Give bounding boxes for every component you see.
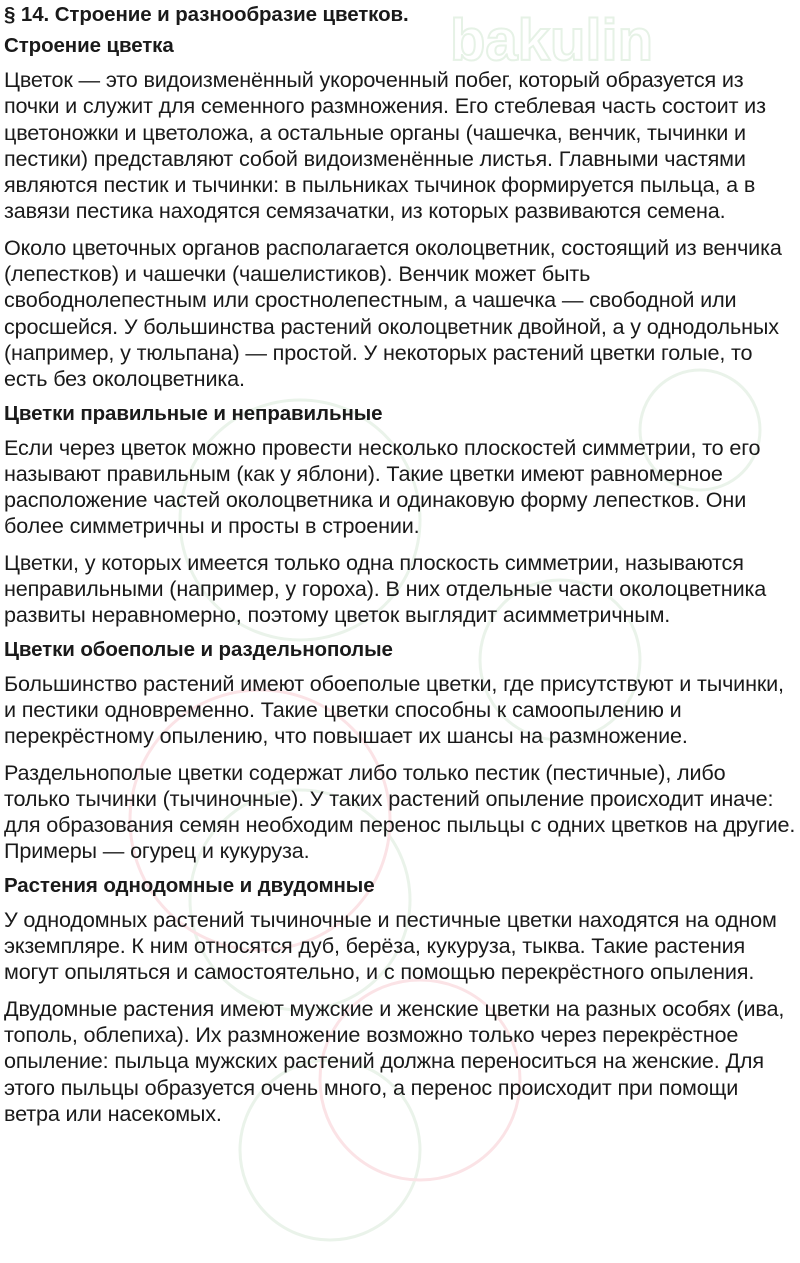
paragraph: Двудомные растения имеют мужские и женские цветки на разных особях (ива, тополь, облепиха). Их размножение возможно только через перекрёстное опыление: пыльца мужских растений должна переноситься на женские. Для этого пыльцы образуется очень много, а перенос происходит при помощи ветра или насекомых. <box>4 995 785 1126</box>
paragraph: Большинство растений имеют обоеполые цветки, где присутствуют и тычинки, и пестики одновременно. Такие цветки способны к самоопылению и перекрёстному опылению, что повышает их шансы на размножение. <box>4 670 784 749</box>
paragraph: Если через цветок можно провести несколько плоскостей симметрии, то его называют правильным (как у яблони). Такие цветки имеют равномерное расположение частей околоцветника и одинаковую форму лепестков. Они более симметричны и просты в строении. <box>4 434 761 539</box>
section-heading: Строение цветка <box>4 34 174 57</box>
paragraph: У однодомных растений тычиночные и пестичные цветки находятся на одном экземпляре. К ним относятся дуб, берёза, кукуруза, тыква. Такие растения могут опыляться и самостоятельно, и с помощью перекрёстного опыления. <box>4 906 777 985</box>
page-title: § 14. Строение и разнообразие цветков. <box>4 3 409 26</box>
section-heading: Растения однодомные и двудомные <box>4 873 375 897</box>
paragraph: Цветок — это видоизменённый укороченный побег, который образуется из почки и служит для семенного размножения. Его стеблевая часть состоит из цветоножки и цветоложа, а остальные органы (чашечка, венчик, тычинки и пестики) представляют собой видоизменённые листья. Главными частями являются пестик и тычинки: в пыльниках тычинок формируется пыльца, а в завязи пестика находятся семязачатки, из которых развиваются семена. <box>4 67 766 224</box>
paragraph: Раздельнополые цветки содержат либо только пестик (пестичные), либо только тычинки (тычиночные). У таких растений опыление происходит иначе: для образования семян необходим перенос пыльцы с одних цветков на другие. Примеры — огурец и кукуруза. <box>4 759 796 864</box>
paragraph: Около цветочных органов располагается околоцветник, состоящий из венчика (лепестков) и чашечки (чашелистиков). Венчик может быть свободнолепестным или сростнолепестным, а чашечка — свободной или сросшейся. У большинства растений околоцветник двойной, а у однодольных (например, у тюльпана) — простой. У некоторых растений цветки голые, то есть без околоцветника. <box>4 234 782 392</box>
section-heading: Цветки правильные и неправильные <box>4 401 383 425</box>
section-heading: Цветки обоеполые и раздельнополые <box>4 637 393 661</box>
paragraph: Цветки, у которых имеется только одна плоскость симметрии, называются неправильными (например, у гороха). В них отдельные части околоцветника развиты неравномерно, поэтому цветок выглядит асимметричным. <box>4 549 767 628</box>
watermark-text: bakulin <box>450 8 654 73</box>
